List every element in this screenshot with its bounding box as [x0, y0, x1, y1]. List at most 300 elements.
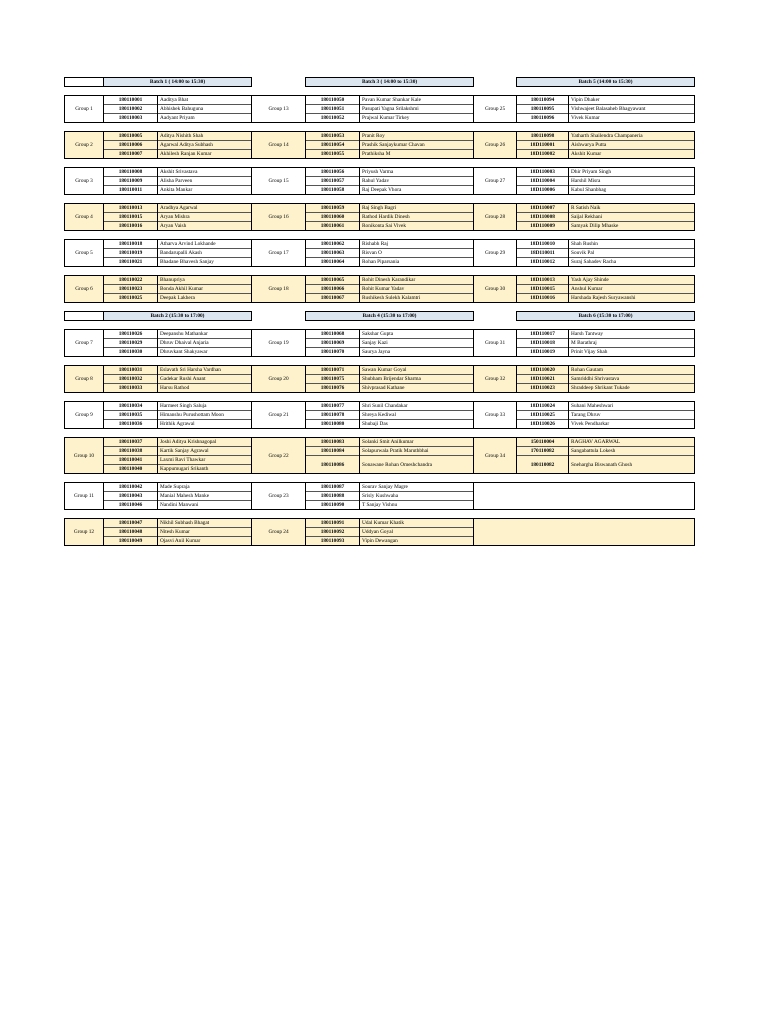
student-name: Ojasvi Anil Kumar	[158, 537, 252, 546]
group-label: Group 34	[474, 438, 517, 474]
student-name: Samriddhi Shrivastava	[569, 375, 695, 384]
student-name: Aishwarya Putta	[569, 141, 695, 150]
roll-number: 18D110018	[517, 339, 569, 348]
table-row	[65, 132, 695, 141]
roll-number: 180110058	[306, 186, 360, 195]
group-label: Group 5	[65, 240, 104, 267]
student-name: Ronikonta Sai Vivek	[360, 222, 474, 231]
roll-number: 180110034	[104, 402, 158, 411]
roll-number: 180110087	[306, 483, 360, 492]
roll-number: 18D110016	[517, 294, 569, 303]
roll-number: 180110084	[306, 447, 360, 456]
student-name: Prinit Vijay Shah	[569, 348, 695, 357]
table-row	[65, 285, 695, 294]
header-spacer	[65, 312, 104, 321]
student-name: Ankita Mankar	[158, 186, 252, 195]
roll-number: 180110047	[104, 519, 158, 528]
group-label: Group 3	[65, 168, 104, 195]
table-row	[65, 204, 695, 213]
group-label: Group 32	[474, 366, 517, 393]
group-label: Group 17	[252, 240, 306, 267]
group-label: Group 1	[65, 96, 104, 123]
group-label: Group 6	[65, 276, 104, 303]
batch-header-row	[65, 78, 695, 87]
header-spacer	[65, 78, 104, 87]
roll-number: 180110055	[306, 150, 360, 159]
student-name: Raj Deepak Vhora	[360, 186, 474, 195]
student-name: Aditya Nishith Shah	[158, 132, 252, 141]
student-name: Nikhil Subhash Bhagat	[158, 519, 252, 528]
roll-number: 180110013	[104, 204, 158, 213]
student-name: Atharva Arvind Lokhande	[158, 240, 252, 249]
roll-number: 180110093	[306, 537, 360, 546]
roll-number: 180110035	[104, 411, 158, 420]
student-name: Tarang Dhruv	[569, 411, 695, 420]
student-name: Vivek Pendharkar	[569, 420, 695, 429]
table-row	[65, 249, 695, 258]
student-name: Nitesh Kumar	[158, 528, 252, 537]
student-name: Vipin Dewangan	[360, 537, 474, 546]
group-label: Group 31	[474, 330, 517, 357]
student-name: Himanshu Purushottam Moon	[158, 411, 252, 420]
roll-number: 18D110013	[517, 276, 569, 285]
student-name: Raj Singh Bagri	[360, 204, 474, 213]
roll-number: 180110049	[104, 537, 158, 546]
student-name: Shah Rushin	[569, 240, 695, 249]
roll-number: 180110021	[104, 258, 158, 267]
student-name: Sawan Kumar Goyal	[360, 366, 474, 375]
batch-heading: Batch 1 ( 14:00 to 15:30)	[104, 78, 252, 87]
student-name: Sanjay Kazi	[360, 339, 474, 348]
student-name: Akhilesh Ranjan Kumar	[158, 150, 252, 159]
student-name: Vivek Kumar	[569, 114, 695, 123]
student-name: Pavan Kumar Shankar Kale	[360, 96, 474, 105]
block-spacer	[65, 159, 695, 168]
student-name: Rishabh Raj	[360, 240, 474, 249]
section-spacer	[65, 546, 695, 555]
table-row	[65, 348, 695, 357]
roll-number: 180110094	[517, 96, 569, 105]
student-name: Yatharth Shailendra Champaneria	[569, 132, 695, 141]
roll-number: 180110057	[306, 177, 360, 186]
roll-number: 18D110006	[517, 186, 569, 195]
roll-number: 18D110012	[517, 258, 569, 267]
roll-number: 180110023	[104, 285, 158, 294]
roll-number: 180110022	[104, 276, 158, 285]
table-row	[65, 447, 695, 456]
roll-number: 180110033	[104, 384, 158, 393]
empty-group-cell	[474, 519, 695, 546]
roll-number: 18D110025	[517, 411, 569, 420]
roll-number: 180110062	[306, 240, 360, 249]
group-label: Group 7	[65, 330, 104, 357]
roll-number: 180110046	[104, 501, 158, 510]
table-row	[65, 438, 695, 447]
block-spacer	[65, 510, 695, 519]
group-label: Group 18	[252, 276, 306, 303]
roll-number: 180110088	[306, 492, 360, 501]
student-name: Rohit Dinesh Karandikar	[360, 276, 474, 285]
batch-heading: Batch 6 (15:30 to 17:00)	[517, 312, 695, 321]
table-row	[65, 177, 695, 186]
student-name: Shreya Kediwal	[360, 411, 474, 420]
student-name: Aryan Mishra	[158, 213, 252, 222]
roll-number: 180110030	[104, 348, 158, 357]
student-name: Prajwal Kumar Tirkey	[360, 114, 474, 123]
roll-number: 180110031	[104, 366, 158, 375]
student-name: Dhruv Dhaival Anjaria	[158, 339, 252, 348]
group-label: Group 14	[252, 132, 306, 159]
student-name: RAGHAV AGARWAL	[569, 438, 695, 447]
student-name: Pranit Roy	[360, 132, 474, 141]
table-row	[65, 411, 695, 420]
roll-number: 180110092	[306, 528, 360, 537]
batch-group-table	[64, 77, 695, 554]
student-name: M Barathraj	[569, 339, 695, 348]
student-name: Bhanupriya	[158, 276, 252, 285]
block-spacer	[65, 429, 695, 438]
group-label: Group 22	[252, 438, 306, 474]
student-name: Rohan Piparsania	[360, 258, 474, 267]
block-spacer	[65, 267, 695, 276]
student-name: Shubaji Das	[360, 420, 474, 429]
table-row	[65, 456, 695, 465]
roll-number: 180110002	[104, 105, 158, 114]
batch-group-sheet	[64, 77, 694, 554]
roll-number: 180110018	[104, 240, 158, 249]
table-row	[65, 276, 695, 285]
roll-number: 180110064	[306, 258, 360, 267]
student-name: Samyak Dilip Mhaske	[569, 222, 695, 231]
student-name: Sangabattula Lokesh	[569, 447, 695, 456]
student-name: Made Supraja	[158, 483, 252, 492]
group-label: Group 10	[65, 438, 104, 474]
roll-number: 18D110008	[517, 213, 569, 222]
group-label: Group 33	[474, 402, 517, 429]
group-label: Group 9	[65, 402, 104, 429]
student-name: Agarwal Aditya Subhash	[158, 141, 252, 150]
roll-number: 180110040	[104, 465, 158, 474]
group-label: Group 21	[252, 402, 306, 429]
roll-number: 180110019	[104, 249, 158, 258]
table-row	[65, 168, 695, 177]
student-name: Rohan Gautam	[569, 366, 695, 375]
roll-number: 180110095	[517, 105, 569, 114]
roll-number: 180110041	[104, 456, 158, 465]
roll-number: 18D110020	[517, 366, 569, 375]
table-row	[65, 213, 695, 222]
table-row	[65, 258, 695, 267]
roll-number: 18D110009	[517, 222, 569, 231]
roll-number: 18D110010	[517, 240, 569, 249]
student-name: Harmeet Singh Saluja	[158, 402, 252, 411]
roll-number: 180110025	[104, 294, 158, 303]
roll-number: 180110051	[306, 105, 360, 114]
roll-number: 18D110001	[517, 141, 569, 150]
student-name: Manial Mahesh Manke	[158, 492, 252, 501]
roll-number: 150110004	[517, 438, 569, 447]
student-name: T Sanjay Vishnu	[360, 501, 474, 510]
empty-group-cell	[474, 483, 695, 510]
group-label: Group 29	[474, 240, 517, 267]
student-name: Aadyant Priyam	[158, 114, 252, 123]
table-row	[65, 222, 695, 231]
student-name: Kabul Shanbhag	[569, 186, 695, 195]
header-spacer	[474, 78, 517, 87]
roll-number: 180110038	[104, 447, 158, 456]
block-spacer	[65, 87, 695, 96]
roll-number: 18D110026	[517, 420, 569, 429]
student-name: Joshi Aditya Krishnagopal	[158, 438, 252, 447]
student-name: Hrithik Agrawal	[158, 420, 252, 429]
roll-number: 180110005	[104, 132, 158, 141]
roll-number: 180110026	[104, 330, 158, 339]
roll-number: 18D110017	[517, 330, 569, 339]
student-name: Harsu Rathod	[158, 384, 252, 393]
student-name: Udal Kumar Khatik	[360, 519, 474, 528]
student-name: Saijal Rekhani	[569, 213, 695, 222]
roll-number: 18D110019	[517, 348, 569, 357]
student-name: Harsh Tantway	[569, 330, 695, 339]
roll-number: 18D110023	[517, 384, 569, 393]
roll-number: 180110007	[104, 150, 158, 159]
roll-number: 180110060	[306, 213, 360, 222]
header-spacer	[474, 312, 517, 321]
student-name: Harshada Rajesh Suryawanshi	[569, 294, 695, 303]
table-row	[65, 114, 695, 123]
student-name: Bonda Akhil Kumar	[158, 285, 252, 294]
student-name: Akshit Kumar	[569, 150, 695, 159]
student-name: Sakshar Gupta	[360, 330, 474, 339]
student-name: Uddyan Goyal	[360, 528, 474, 537]
roll-number: 180110077	[306, 402, 360, 411]
student-name: Shraddeep Shrikant Tukade	[569, 384, 695, 393]
roll-number: 180110069	[306, 339, 360, 348]
roll-number: 180110063	[306, 249, 360, 258]
roll-number: 180110071	[306, 366, 360, 375]
table-row	[65, 186, 695, 195]
roll-number: 180110009	[104, 177, 158, 186]
student-name: Anshul Kumar	[569, 285, 695, 294]
student-name: Vipin Dhaker	[569, 96, 695, 105]
roll-number: 180110036	[104, 420, 158, 429]
block-spacer	[65, 231, 695, 240]
student-name: Solanki Smit Anilkumar	[360, 438, 474, 447]
student-name: Shubham Brijendar Sharma	[360, 375, 474, 384]
student-name: Aradhya Agarwal	[158, 204, 252, 213]
table-row	[65, 96, 695, 105]
roll-number: 180110008	[104, 168, 158, 177]
header-spacer	[252, 312, 306, 321]
student-name: Sonawane Rohan Omeshchandra	[360, 456, 474, 474]
roll-number: 180110015	[104, 213, 158, 222]
student-name: Shri Sunil Chandakar	[360, 402, 474, 411]
group-label: Group 30	[474, 276, 517, 303]
group-label: Group 28	[474, 204, 517, 231]
student-name: Aryan Vaish	[158, 222, 252, 231]
roll-number: 180110052	[306, 114, 360, 123]
table-row	[65, 330, 695, 339]
student-name: Vishwajeet Balasaheb Bhagyawant	[569, 105, 695, 114]
group-label: Group 24	[252, 519, 306, 546]
table-row	[65, 294, 695, 303]
roll-number: 180110066	[306, 285, 360, 294]
table-row	[65, 240, 695, 249]
student-name: Akshit Srivastava	[158, 168, 252, 177]
table-row	[65, 375, 695, 384]
roll-number: 180110096	[517, 114, 569, 123]
table-row	[65, 420, 695, 429]
roll-number: 180110080	[306, 420, 360, 429]
student-name: Rohit Kumar Yadav	[360, 285, 474, 294]
table-row	[65, 366, 695, 375]
roll-number: 180110082	[517, 456, 569, 474]
table-row	[65, 105, 695, 114]
block-spacer	[65, 393, 695, 402]
roll-number: 180110032	[104, 375, 158, 384]
roll-number: 18D110024	[517, 402, 569, 411]
table-row	[65, 339, 695, 348]
group-label: Group 20	[252, 366, 306, 393]
roll-number: 180110070	[306, 348, 360, 357]
student-name: Suraj Sahadev Racha	[569, 258, 695, 267]
student-name: Dhir Priyam Singh	[569, 168, 695, 177]
student-name: Kartik Sanjay Agrawal	[158, 447, 252, 456]
roll-number: 18D110007	[517, 204, 569, 213]
student-name: Yash Ajay Shinde	[569, 276, 695, 285]
roll-number: 180110061	[306, 222, 360, 231]
roll-number: 18D110011	[517, 249, 569, 258]
roll-number: 180110065	[306, 276, 360, 285]
block-spacer	[65, 123, 695, 132]
group-label: Group 8	[65, 366, 104, 393]
roll-number: 180110054	[306, 141, 360, 150]
student-name: Shivprasad Kathane	[360, 384, 474, 393]
student-name: Kappumugari Srikanth	[158, 465, 252, 474]
student-name: Prashik Sanjaykumar Chavan	[360, 141, 474, 150]
group-label: Group 27	[474, 168, 517, 195]
group-label: Group 2	[65, 132, 104, 159]
table-row	[65, 519, 695, 528]
student-name: Gadekar Rushi Anant	[158, 375, 252, 384]
block-spacer	[65, 321, 695, 330]
group-label: Group 26	[474, 132, 517, 159]
roll-number: 18D110003	[517, 168, 569, 177]
roll-number: 170110082	[517, 447, 569, 456]
roll-number: 180110068	[306, 330, 360, 339]
block-spacer	[65, 357, 695, 366]
group-label: Group 19	[252, 330, 306, 357]
student-name: R Satish Naik	[569, 204, 695, 213]
roll-number: 180110029	[104, 339, 158, 348]
table-row	[65, 483, 695, 492]
student-name: Rahul Yadav	[360, 177, 474, 186]
group-label: Group 15	[252, 168, 306, 195]
student-name: Laxmi Ravi Thawkar	[158, 456, 252, 465]
roll-number: 180110048	[104, 528, 158, 537]
roll-number: 180110056	[306, 168, 360, 177]
student-name: Deepanshu Mathankar	[158, 330, 252, 339]
student-name: Harshil Misra	[569, 177, 695, 186]
batch-heading: Batch 3 ( 14:00 to 15:30)	[306, 78, 474, 87]
student-name: Suhani Maheshwari	[569, 402, 695, 411]
roll-number: 180110006	[104, 141, 158, 150]
roll-number: 18D110015	[517, 285, 569, 294]
section-spacer	[65, 303, 695, 312]
student-name: Priyush Varma	[360, 168, 474, 177]
roll-number: 180110001	[104, 96, 158, 105]
student-name: Rathod Hardik Dinesh	[360, 213, 474, 222]
roll-number: 180110086	[306, 456, 360, 474]
roll-number: 180110076	[306, 384, 360, 393]
student-name: Prathiksha M	[360, 150, 474, 159]
student-name: Saurya Jayna	[360, 348, 474, 357]
roll-number: 180110037	[104, 438, 158, 447]
group-label: Group 12	[65, 519, 104, 546]
student-name: Dhruvkant Shakyawar	[158, 348, 252, 357]
batch-heading: Batch 4 (15:30 to 17:00)	[306, 312, 474, 321]
group-label: Group 25	[474, 96, 517, 123]
student-name: Alisha Parveen	[158, 177, 252, 186]
table-row	[65, 141, 695, 150]
roll-number: 18D110021	[517, 375, 569, 384]
roll-number: 180110053	[306, 132, 360, 141]
group-label: Group 13	[252, 96, 306, 123]
roll-number: 180110011	[104, 186, 158, 195]
header-spacer	[252, 78, 306, 87]
student-name: Bandarupalli Akash	[158, 249, 252, 258]
group-label: Group 4	[65, 204, 104, 231]
roll-number: 18D110004	[517, 177, 569, 186]
roll-number: 180110090	[306, 501, 360, 510]
student-name: Risvan O	[360, 249, 474, 258]
roll-number: 180110091	[306, 519, 360, 528]
roll-number: 180110003	[104, 114, 158, 123]
batch-heading: Batch 5 (14:00 to 15:30)	[517, 78, 695, 87]
student-name: Souvik Pal	[569, 249, 695, 258]
group-label: Group 16	[252, 204, 306, 231]
group-label: Group 23	[252, 483, 306, 510]
student-name: Pasupati Yagna Srilakshmi	[360, 105, 474, 114]
table-row	[65, 402, 695, 411]
student-name: Aaditya Bhat	[158, 96, 252, 105]
batch-heading: Batch 2 (15:30 to 17:00)	[104, 312, 252, 321]
roll-number: 180110042	[104, 483, 158, 492]
student-name: Nandini Manwani	[158, 501, 252, 510]
roll-number: 180110043	[104, 492, 158, 501]
roll-number: 18D110002	[517, 150, 569, 159]
table-row	[65, 150, 695, 159]
student-name: Solapurwala Pratik Maruthbhai	[360, 447, 474, 456]
student-name: Abhishek Bahuguna	[158, 105, 252, 114]
student-name: Sourav Sanjay Magre	[360, 483, 474, 492]
student-name: Snehargha Biswanath Ghosh	[569, 456, 695, 474]
block-spacer	[65, 474, 695, 483]
roll-number: 180110059	[306, 204, 360, 213]
roll-number: 180110067	[306, 294, 360, 303]
student-name: Bhadane Bhavesh Sanjay	[158, 258, 252, 267]
roll-number: 180110050	[306, 96, 360, 105]
student-name: Srisly Kushwaha	[360, 492, 474, 501]
block-spacer	[65, 195, 695, 204]
table-row	[65, 384, 695, 393]
student-name: Deepak Lakhera	[158, 294, 252, 303]
roll-number: 180110078	[306, 411, 360, 420]
roll-number: 180110075	[306, 375, 360, 384]
roll-number: 180110016	[104, 222, 158, 231]
roll-number: 180110098	[517, 132, 569, 141]
student-name: Rushikesh Sulekh Kalamtri	[360, 294, 474, 303]
